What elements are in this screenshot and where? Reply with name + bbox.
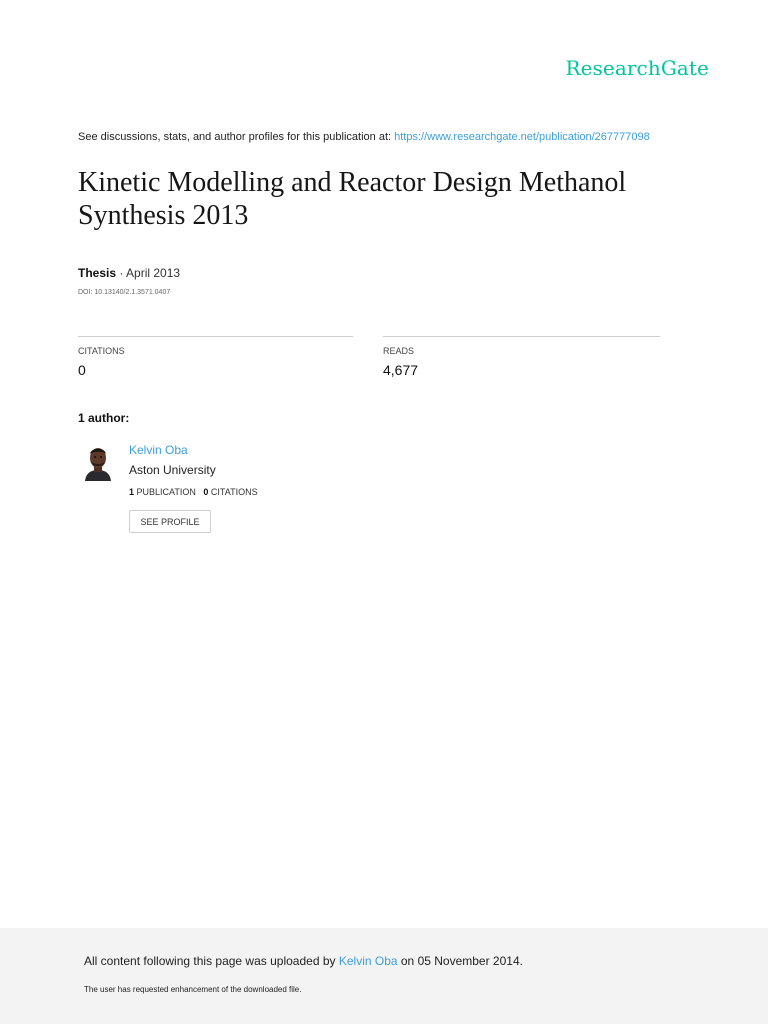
publication-doi: DOI: 10.13140/2.1.3571.0407 xyxy=(78,289,171,296)
author-citations-label: CITATIONS xyxy=(210,487,258,497)
source-line xyxy=(78,131,650,143)
publication-title: Kinetic Modelling and Reactor Design Methanol Synthesis 2013 xyxy=(78,167,627,231)
footer-upload-line xyxy=(84,954,523,968)
author-publications-count: 1 xyxy=(129,487,135,497)
footer-note: The user has requested enhancement of the downloaded file. xyxy=(84,985,302,994)
author-avatar[interactable] xyxy=(82,443,114,481)
author-institution: Aston University xyxy=(129,463,216,477)
researchgate-logo[interactable]: ResearchGate xyxy=(565,56,709,80)
authors-heading: 1 author: xyxy=(78,411,130,425)
footer-upload-suffix: on 05 November 2014. xyxy=(397,954,523,968)
citations-value: 0 xyxy=(78,362,86,378)
publication-date: · April 2013 xyxy=(116,266,181,280)
citations-label: CITATIONS xyxy=(78,346,125,356)
footer-upload-prefix: All content following this page was uploaded by xyxy=(84,954,339,968)
author-publications-label: PUBLICATION xyxy=(136,487,196,497)
publication-type: Thesis xyxy=(78,266,117,280)
reads-divider xyxy=(383,336,660,337)
footer-panel xyxy=(0,928,768,1024)
author-citations-count: 0 xyxy=(203,487,209,497)
publication-type-line xyxy=(78,266,180,280)
author-name-link[interactable]: Kelvin Oba xyxy=(129,443,188,457)
author-stats xyxy=(129,487,258,497)
publication-link[interactable]: https://www.researchgate.net/publication/267777098 xyxy=(394,131,650,143)
citations-divider xyxy=(78,336,353,337)
see-profile-button[interactable]: SEE PROFILE xyxy=(129,510,211,533)
avatar-portrait-icon xyxy=(82,443,114,481)
footer-uploader-link[interactable]: Kelvin Oba xyxy=(338,954,398,968)
reads-label: READS xyxy=(383,346,415,356)
source-prefix: See discussions, stats, and author profiles for this publication at: xyxy=(78,131,395,143)
reads-value: 4,677 xyxy=(383,362,419,378)
